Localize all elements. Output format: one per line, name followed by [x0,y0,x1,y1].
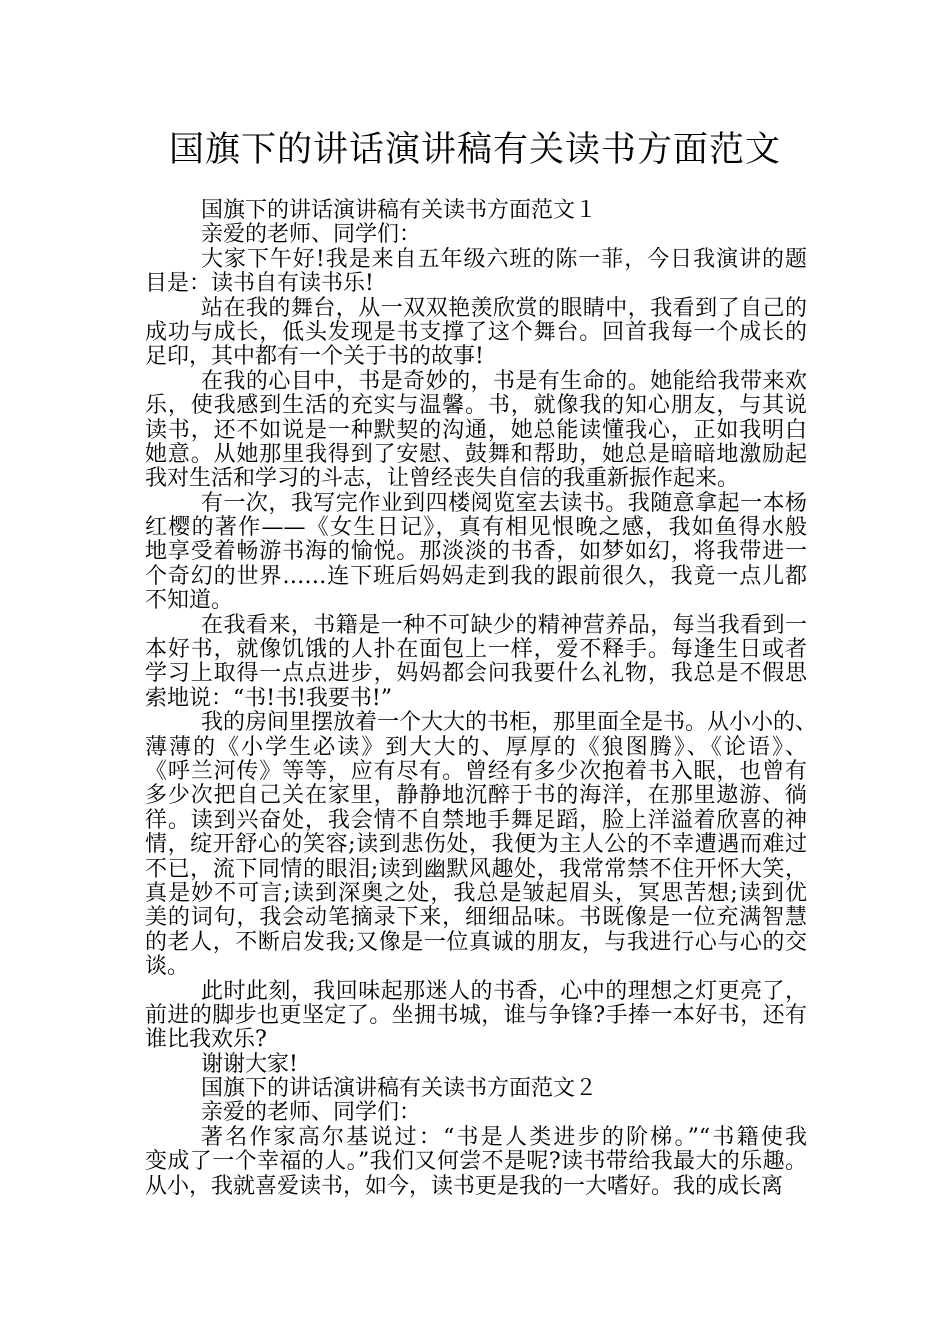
text-line: 乐，使我感到生活的充实与温馨。书，就像我的知心朋友，与其说 [145,393,807,419]
text-line: 亲爱的老师、同学们： [201,1100,422,1126]
paragraph [145,1053,807,1077]
text-line: 国旗下的讲话演讲稿有关读书方面范文２ [201,1076,598,1102]
document-title: 国旗下的讲话演讲稿有关读书方面范文 [168,130,781,170]
document-body [145,198,818,1199]
text-line: 大家下午好!我是来自五年级六班的陈一菲，今日我演讲的题 [201,246,807,272]
paragraph [145,1126,807,1199]
text-line: 本好书，就像饥饿的人扑在面包上一样，爱不释手。每逢生日或者 [145,637,807,663]
text-line: 著名作家高尔基说过：“书是人类进步的阶梯。”“书籍使我 [201,1124,807,1150]
text-line: 在我看来，书籍是一种不可缺少的精神营养品，每当我看到一 [201,612,807,638]
text-line: 不知道。 [145,588,234,614]
text-line: 谁比我欢乐? [145,1027,267,1053]
paragraph [145,248,807,297]
text-line: 不已，流下同情的眼泪;读到幽默风趣处，我常常禁不住开怀大笑， [145,856,807,882]
paragraph [145,297,807,370]
text-line: 从小，我就喜爱读书，如今，读书更是我的一大嗜好。我的成长离 [145,1173,784,1199]
text-line: 情，绽开舒心的笑容;读到悲伤处，我便为主人公的不幸遭遇而难过 [145,832,807,858]
paragraph [145,980,807,1053]
text-line: 我对生活和学习的斗志，让曾经丧失自信的我重新振作起来。 [145,466,740,492]
text-line: 我的房间里摆放着一个大大的书柜，那里面全是书。从小小的、 [201,710,818,736]
text-line: 《呼兰河传》等等，应有尽有。曾经有多少次抱着书入眠，也曾有 [145,758,807,784]
paragraph [145,199,807,223]
text-line: 足印，其中都有一个关于书的故事! [145,344,484,370]
text-line: 个奇幻的世界……连下班后妈妈走到我的跟前很久，我竟一点儿都 [145,563,807,589]
paragraph [145,614,807,712]
text-line: 目是：读书自有读书乐! [145,271,374,297]
text-line: 有一次，我写完作业到四楼阅览室去读书。我随意拿起一本杨 [201,490,807,516]
paragraph [145,370,807,492]
text-line: 多少次把自己关在家里，静静地沉醉于书的海洋，在那里遨游、徜 [145,783,807,809]
text-line: 在我的心目中，书是奇妙的，书是有生命的。她能给我带来欢 [201,368,807,394]
paragraph [145,1101,807,1125]
text-line: 谈。 [145,954,190,980]
text-line: 成功与成长，低头发现是书支撑了这个舞台。回首我每一个成长的 [145,319,807,345]
text-line: 前进的脚步也更坚定了。坐拥书城，谁与争锋?手捧一本好书，还有 [145,1002,807,1028]
text-line: 国旗下的讲话演讲稿有关读书方面范文１ [201,198,598,223]
text-line: 真是妙不可言;读到深奥之处，我总是皱起眉头，冥思苦想;读到优 [145,880,807,906]
text-line: 她意。从她那里我得到了安慰、鼓舞和帮助，她总是暗暗地激励起 [145,441,807,467]
paragraph [145,492,807,614]
paragraph [145,223,807,247]
text-line: 变成了一个幸福的人。”我们又何尝不是呢?读书带给我最大的乐趣。 [145,1149,807,1175]
text-line: 地享受着畅游书海的愉悦。那淡淡的书香，如梦如幻，将我带进一 [145,539,807,565]
text-line: 美的词句，我会动笔摘录下来，细细品味。书既像是一位充满智慧 [145,905,807,931]
paragraph [145,1077,807,1101]
text-line: 薄薄的《小学生必读》到大大的、厚厚的《狼图腾》、《论语》、 [145,734,807,760]
text-line: 站在我的舞台，从一双双艳羡欣赏的眼睛中，我看到了自己的 [201,295,807,321]
text-line: 亲爱的老师、同学们： [201,222,422,248]
text-line: 徉。读到兴奋处，我会情不自禁地手舞足蹈，脸上洋溢着欣喜的神 [145,807,807,833]
text-line: 读书，还不如说是一种默契的沟通，她总能读懂我心，正如我明白 [145,417,807,443]
paragraph [145,710,818,980]
text-line: 红樱的著作——《女生日记》，真有相见恨晚之感，我如鱼得水般 [145,515,807,541]
text-line: 谢谢大家! [201,1051,298,1077]
text-line: 索地说：“书!书!我要书!” [145,685,393,711]
text-line: 学习上取得一点点进步，妈妈都会问我要什么礼物，我总是不假思 [145,661,807,687]
text-line: 的老人，不断启发我;又像是一位真诚的朋友，与我进行心与心的交 [145,929,807,955]
text-line: 此时此刻，我回味起那迷人的书香，心中的理想之灯更亮了， [201,978,807,1004]
